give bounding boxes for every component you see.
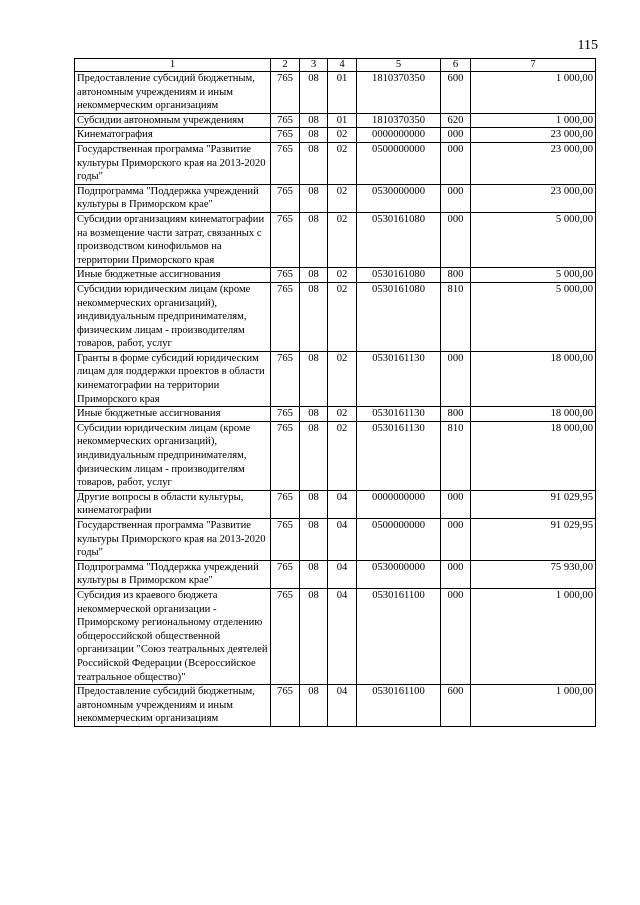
row-amount: 1 000,00 — [471, 685, 596, 727]
row-amount: 1 000,00 — [471, 588, 596, 684]
row-name: Государственная программа "Развитие культуры Приморского края на 2013-2020 годы" — [75, 519, 271, 561]
row-amount: 75 930,00 — [471, 560, 596, 588]
row-expense-type: 000 — [441, 142, 471, 184]
table-row — [75, 560, 596, 588]
table-row — [75, 421, 596, 490]
row-expense-type: 600 — [441, 685, 471, 727]
row-ministry-code: 765 — [271, 421, 300, 490]
row-target-code: 0000000000 — [357, 128, 441, 143]
row-section-code: 08 — [300, 142, 328, 184]
table-row — [75, 268, 596, 283]
row-expense-type: 000 — [441, 128, 471, 143]
row-name: Субсидии юридическим лицам (кроме некоммерческих организаций), индивидуальным предпринимателям, физическим лицам - производителям товаров, работ, услуг — [75, 421, 271, 490]
row-expense-type: 810 — [441, 282, 471, 351]
row-expense-type: 000 — [441, 351, 471, 406]
row-section-code: 08 — [300, 685, 328, 727]
budget-table — [74, 58, 596, 727]
row-subsection-code: 02 — [328, 282, 357, 351]
row-name: Иные бюджетные ассигнования — [75, 268, 271, 283]
row-ministry-code: 765 — [271, 407, 300, 422]
row-amount: 1 000,00 — [471, 72, 596, 114]
row-ministry-code: 765 — [271, 142, 300, 184]
table-row — [75, 212, 596, 267]
row-name: Субсидии организациям кинематографии на возмещение части затрат, связанных с производством кинофильмов на территории Приморского края — [75, 212, 271, 267]
table-row — [75, 128, 596, 143]
table-row — [75, 685, 596, 727]
row-subsection-code: 02 — [328, 268, 357, 283]
row-expense-type: 000 — [441, 519, 471, 561]
column-header: 7 — [471, 59, 596, 72]
row-ministry-code: 765 — [271, 560, 300, 588]
row-section-code: 08 — [300, 421, 328, 490]
row-section-code: 08 — [300, 560, 328, 588]
column-header: 3 — [300, 59, 328, 72]
row-expense-type: 000 — [441, 588, 471, 684]
table-row — [75, 519, 596, 561]
row-subsection-code: 01 — [328, 72, 357, 114]
row-subsection-code: 02 — [328, 142, 357, 184]
row-name: Предоставление субсидий бюджетным, автономным учреждениям и иным некоммерческим организациям — [75, 685, 271, 727]
row-expense-type: 000 — [441, 490, 471, 518]
row-expense-type: 810 — [441, 421, 471, 490]
row-amount: 23 000,00 — [471, 184, 596, 212]
row-expense-type: 000 — [441, 560, 471, 588]
column-header: 5 — [357, 59, 441, 72]
row-subsection-code: 04 — [328, 685, 357, 727]
row-name: Другие вопросы в области культуры, кинематографии — [75, 490, 271, 518]
row-target-code: 0530161100 — [357, 685, 441, 727]
row-ministry-code: 765 — [271, 588, 300, 684]
row-ministry-code: 765 — [271, 72, 300, 114]
row-subsection-code: 02 — [328, 351, 357, 406]
row-ministry-code: 765 — [271, 490, 300, 518]
row-target-code: 0530161130 — [357, 421, 441, 490]
table-row — [75, 142, 596, 184]
row-name: Субсидии юридическим лицам (кроме некоммерческих организаций), индивидуальным предпринимателям, физическим лицам - производителям товаров, работ, услуг — [75, 282, 271, 351]
row-subsection-code: 04 — [328, 588, 357, 684]
row-target-code: 1810370350 — [357, 72, 441, 114]
row-subsection-code: 04 — [328, 490, 357, 518]
row-target-code: 1810370350 — [357, 113, 441, 128]
row-name: Гранты в форме субсидий юридическим лицам для поддержки проектов в области кинематографии на территории Приморского края — [75, 351, 271, 406]
row-target-code: 0530161080 — [357, 268, 441, 283]
row-section-code: 08 — [300, 407, 328, 422]
row-amount: 23 000,00 — [471, 128, 596, 143]
row-amount: 5 000,00 — [471, 212, 596, 267]
row-section-code: 08 — [300, 519, 328, 561]
row-expense-type: 000 — [441, 184, 471, 212]
row-amount: 18 000,00 — [471, 351, 596, 406]
row-target-code: 0530161080 — [357, 282, 441, 351]
row-amount: 5 000,00 — [471, 268, 596, 283]
row-subsection-code: 02 — [328, 128, 357, 143]
row-subsection-code: 04 — [328, 519, 357, 561]
table-row — [75, 490, 596, 518]
column-header: 6 — [441, 59, 471, 72]
row-section-code: 08 — [300, 184, 328, 212]
row-subsection-code: 04 — [328, 560, 357, 588]
row-expense-type: 600 — [441, 72, 471, 114]
header-row — [75, 59, 596, 72]
row-subsection-code: 02 — [328, 184, 357, 212]
row-amount: 91 029,95 — [471, 519, 596, 561]
row-target-code: 0000000000 — [357, 490, 441, 518]
row-section-code: 08 — [300, 588, 328, 684]
row-amount: 91 029,95 — [471, 490, 596, 518]
column-header: 4 — [328, 59, 357, 72]
row-ministry-code: 765 — [271, 268, 300, 283]
row-subsection-code: 02 — [328, 407, 357, 422]
row-section-code: 08 — [300, 72, 328, 114]
row-section-code: 08 — [300, 128, 328, 143]
row-section-code: 08 — [300, 212, 328, 267]
row-ministry-code: 765 — [271, 519, 300, 561]
row-ministry-code: 765 — [271, 212, 300, 267]
row-amount: 5 000,00 — [471, 282, 596, 351]
row-expense-type: 000 — [441, 212, 471, 267]
table-row — [75, 407, 596, 422]
row-amount: 1 000,00 — [471, 113, 596, 128]
row-section-code: 08 — [300, 113, 328, 128]
table-row — [75, 588, 596, 684]
row-name: Подпрограмма "Поддержка учреждений культуры в Приморском крае" — [75, 184, 271, 212]
row-name: Подпрограмма "Поддержка учреждений культуры в Приморском крае" — [75, 560, 271, 588]
column-header: 1 — [75, 59, 271, 72]
table-row — [75, 184, 596, 212]
page-number: 115 — [577, 38, 598, 53]
row-expense-type: 800 — [441, 268, 471, 283]
table-row — [75, 282, 596, 351]
row-target-code: 0530161130 — [357, 351, 441, 406]
row-section-code: 08 — [300, 351, 328, 406]
table-row — [75, 351, 596, 406]
row-subsection-code: 02 — [328, 212, 357, 267]
row-name: Кинематография — [75, 128, 271, 143]
row-target-code: 0530161130 — [357, 407, 441, 422]
row-name: Иные бюджетные ассигнования — [75, 407, 271, 422]
table-row — [75, 72, 596, 114]
row-amount: 23 000,00 — [471, 142, 596, 184]
row-expense-type: 620 — [441, 113, 471, 128]
row-section-code: 08 — [300, 268, 328, 283]
row-ministry-code: 765 — [271, 184, 300, 212]
row-subsection-code: 01 — [328, 113, 357, 128]
row-name: Субсидия из краевого бюджета некоммерческой организации - Приморскому региональному отделению общероссийской общественной организации "Союз театральных деятелей Российской Федерации (Всероссийское театральное общество)" — [75, 588, 271, 684]
row-expense-type: 800 — [441, 407, 471, 422]
row-subsection-code: 02 — [328, 421, 357, 490]
table-body — [75, 72, 596, 727]
row-name: Государственная программа "Развитие культуры Приморского края на 2013-2020 годы" — [75, 142, 271, 184]
row-amount: 18 000,00 — [471, 421, 596, 490]
row-ministry-code: 765 — [271, 685, 300, 727]
row-section-code: 08 — [300, 282, 328, 351]
column-header: 2 — [271, 59, 300, 72]
row-target-code: 0530000000 — [357, 560, 441, 588]
table-row — [75, 113, 596, 128]
row-ministry-code: 765 — [271, 113, 300, 128]
row-ministry-code: 765 — [271, 128, 300, 143]
row-name: Предоставление субсидий бюджетным, автономным учреждениям и иным некоммерческим организациям — [75, 72, 271, 114]
row-target-code: 0500000000 — [357, 519, 441, 561]
row-ministry-code: 765 — [271, 351, 300, 406]
row-section-code: 08 — [300, 490, 328, 518]
row-name: Субсидии автономным учреждениям — [75, 113, 271, 128]
row-target-code: 0500000000 — [357, 142, 441, 184]
row-target-code: 0530161080 — [357, 212, 441, 267]
row-amount: 18 000,00 — [471, 407, 596, 422]
row-target-code: 0530161100 — [357, 588, 441, 684]
row-ministry-code: 765 — [271, 282, 300, 351]
row-target-code: 0530000000 — [357, 184, 441, 212]
